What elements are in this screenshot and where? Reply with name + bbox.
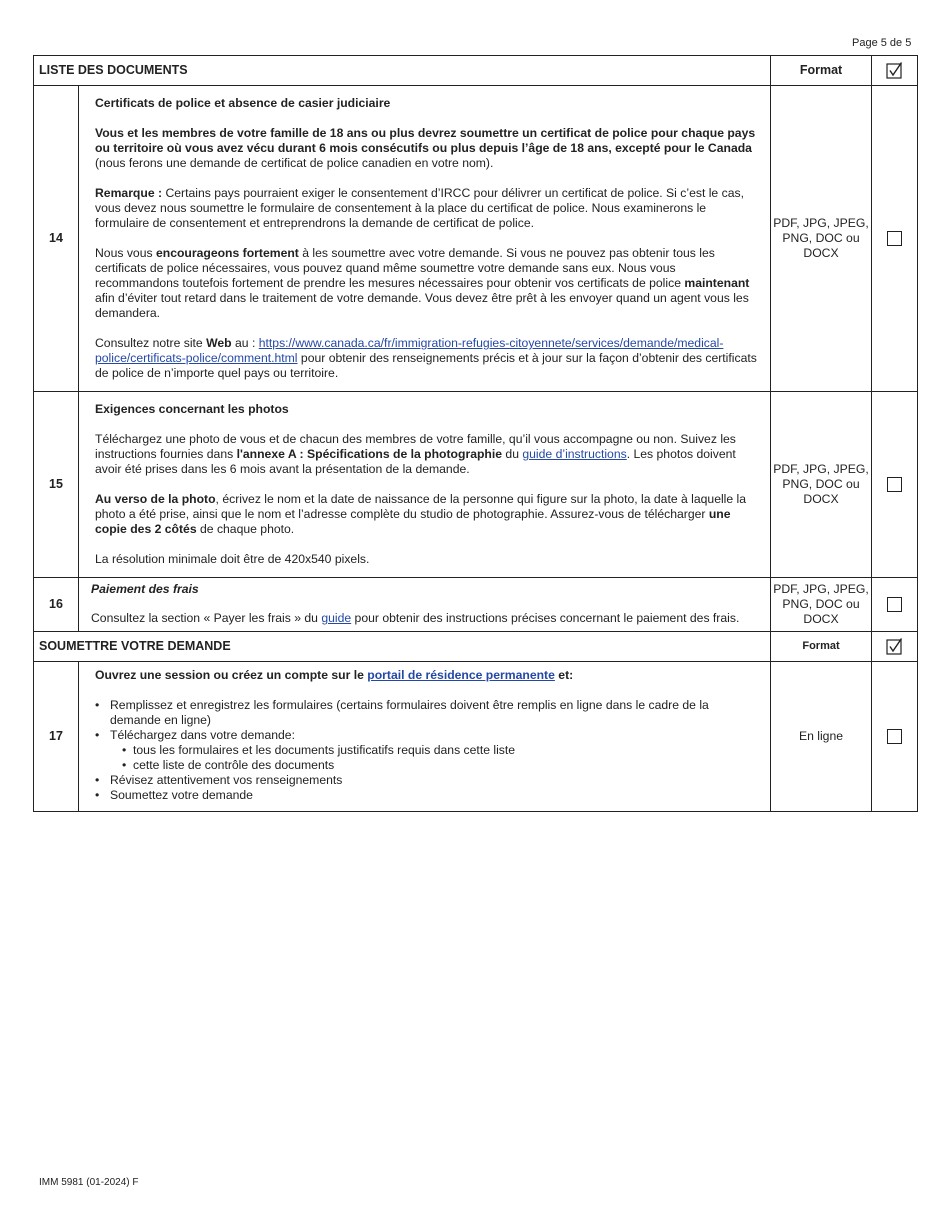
checkbox-checked-icon	[886, 62, 903, 79]
pr-portal-link[interactable]: portail de résidence permanente	[367, 668, 555, 682]
format-value: PDF, JPG, JPEG, PNG, DOC ou DOCX	[771, 578, 872, 632]
list-item: • Soumettez votre demande	[95, 788, 762, 803]
checkbox-checked-icon	[886, 638, 903, 655]
format-header: Format	[771, 56, 872, 86]
format-header: Format	[771, 632, 872, 662]
police-certificates-link[interactable]: https://www.canada.ca/fr/immigration-refugies-citoyennete/services/demande/medical-police/certificats-police/comment.html	[95, 336, 724, 365]
row-heading: Certificats de police et absence de casier judiciaire	[95, 96, 391, 110]
paragraph: Ouvrez une session ou créez un compte sur le portail de résidence permanente et:	[95, 668, 574, 682]
list-item: • Téléchargez dans votre demande: • tous les formulaires et les documents justificatifs requis dans cette liste • cette liste de contrôle des documents	[95, 728, 762, 773]
table-row	[34, 392, 918, 578]
table-row	[34, 86, 918, 392]
checkmark-header	[872, 632, 918, 662]
row-heading: Exigences concernant les photos	[95, 402, 289, 416]
submit-header	[34, 632, 918, 662]
section-title: SOUMETTRE VOTRE DEMANDE	[34, 632, 771, 662]
row-content	[79, 86, 771, 392]
paragraph: Nous vous encourageons fortement à les soumettre avec votre demande. Si vous ne pouvez pas obtenir tous les certificats de police nécessaires, vous pouvez quand même soumettre votre demande sans eux. Nous vous recommandons toutefois fortement de prendre les mesures nécessaires pour obtenir vos certificats de police maintenant afin d’éviter tout retard dans le traitement de votre demande. Vous devez être prêt à les envoyer quand un agent vous les demandera.	[95, 246, 750, 320]
list-item: • cette liste de contrôle des documents	[122, 758, 762, 773]
list-item: • tous les formulaires et les documents justificatifs requis dans cette liste	[122, 743, 762, 758]
row-content	[79, 392, 771, 578]
format-value: En ligne	[771, 662, 872, 812]
paragraph: Consultez la section « Payer les frais » du guide pour obtenir des instructions précises concernant le paiement des frais.	[91, 611, 740, 625]
row-number: 16	[34, 578, 79, 632]
document-list-header	[34, 56, 918, 86]
row-heading: Paiement des frais	[91, 582, 199, 596]
paragraph: Au verso de la photo, écrivez le nom et la date de naissance de la personne qui figure sur la photo, la date à laquelle la photo a été prise, ainsi que le nom et l’adresse complète du studio de photographie. Assurez-vous de télécharger une copie des 2 côtés de chaque photo.	[95, 492, 747, 536]
paragraph: Téléchargez une photo de vous et de chacun des membres de votre famille, qu’il vous accompagne ou non. Suivez les instructions fournies dans l'annexe A : Spécifications de la photographie du guide d’instructions. Les photos doivent avoir été prises dans les 6 mois avant la présentation de la demande.	[95, 432, 736, 476]
row-number: 17	[34, 662, 79, 812]
form-code: IMM 5981 (01-2024) F	[39, 1177, 139, 1188]
list-item: • Révisez attentivement vos renseignements	[95, 773, 762, 788]
list-item: • Remplissez et enregistrez les formulaires (certains formulaires doivent être remplis en ligne dans le cadre de la demande en ligne)	[95, 698, 762, 728]
row-content	[79, 662, 771, 812]
checkbox[interactable]	[887, 231, 902, 246]
paragraph: Remarque : Certains pays pourraient exiger le consentement d’IRCC pour délivrer un certificat de police. Si c’est le cas, vous devez nous soumettre le formulaire de consentement à la place du certificat de police. Nous examinerons le formulaire de consentement et entreprendrons la demande de certificat de police.	[95, 186, 744, 230]
submit-application-table	[33, 631, 918, 812]
row-number: 15	[34, 392, 79, 578]
sub-list	[122, 743, 762, 773]
checkbox[interactable]	[887, 597, 902, 612]
table-row	[34, 662, 918, 812]
row-content	[79, 578, 771, 632]
paragraph: Consultez notre site Web au : https://www.canada.ca/fr/immigration-refugies-citoyennete/services/demande/medical-police/certificats-police/comment.html pour obtenir des renseignements précis et à jour sur la façon d’obtenir des certificats de police de n’importe quel pays ou territoire.	[95, 336, 757, 380]
paragraph: La résolution minimale doit être de 420x540 pixels.	[95, 552, 370, 566]
table-row	[34, 578, 918, 632]
guide-link[interactable]: guide	[321, 611, 352, 625]
document-list-table	[33, 55, 918, 632]
section-title: LISTE DES DOCUMENTS	[34, 56, 771, 86]
page-number: Page 5 de 5	[852, 37, 912, 49]
row-number: 14	[34, 86, 79, 392]
instruction-guide-link[interactable]: guide d’instructions	[522, 447, 627, 461]
steps-list	[95, 698, 762, 803]
checkbox[interactable]	[887, 729, 902, 744]
checkbox[interactable]	[887, 477, 902, 492]
format-value: PDF, JPG, JPEG, PNG, DOC ou DOCX	[771, 392, 872, 578]
format-value: PDF, JPG, JPEG, PNG, DOC ou DOCX	[771, 86, 872, 392]
checkmark-header	[872, 56, 918, 86]
paragraph: Vous et les membres de votre famille de 18 ans ou plus devrez soumettre un certificat de police pour chaque pays ou territoire où vous avez vécu durant 6 mois consécutifs ou plus depuis l’âge de 18 ans, excepté pour le Canada (nous ferons une demande de certificat de police canadien en votre nom).	[95, 126, 756, 170]
